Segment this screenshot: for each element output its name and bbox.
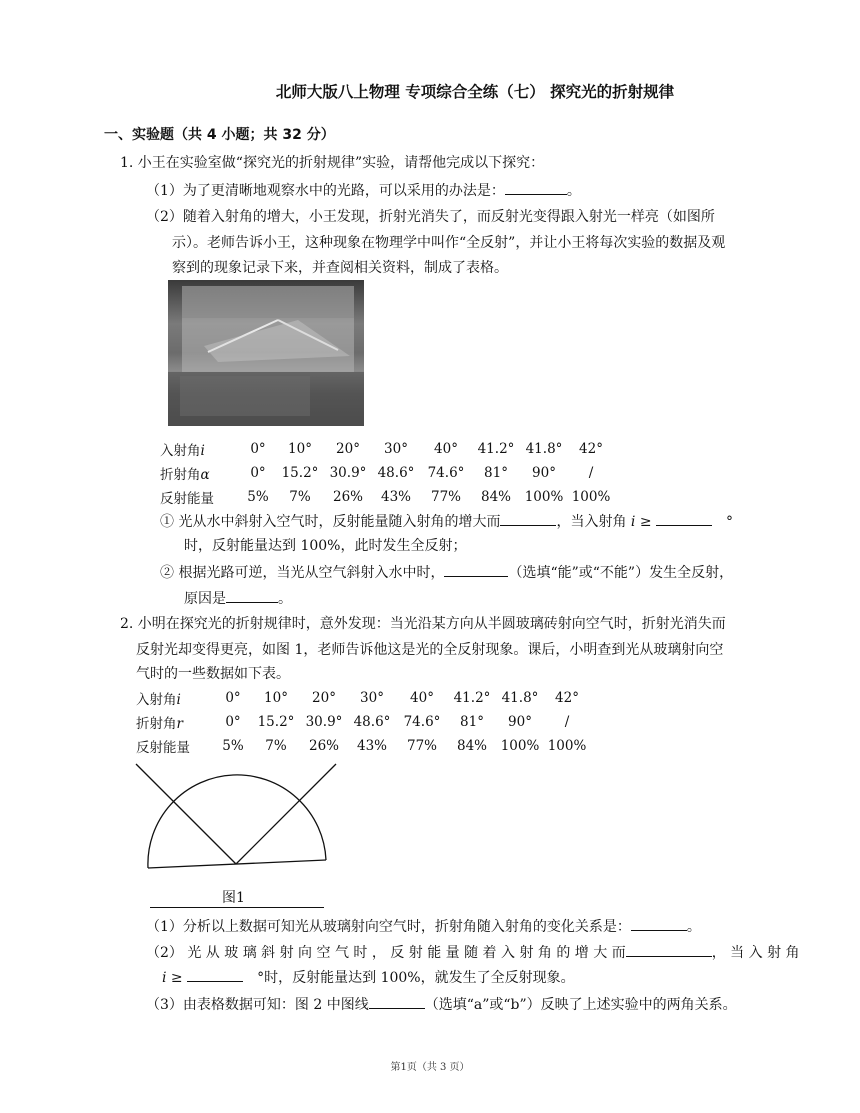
answer-blank[interactable] bbox=[626, 942, 712, 957]
experiment-photo bbox=[168, 280, 364, 426]
answer-blank[interactable] bbox=[226, 588, 278, 603]
table-cell: 26% bbox=[332, 489, 363, 505]
answer-blank[interactable] bbox=[656, 511, 712, 526]
table-cell: 10° bbox=[264, 690, 288, 706]
q2-line3: 气时的一些数据如下表。 bbox=[136, 666, 290, 682]
table-cell: 20° bbox=[336, 441, 360, 457]
table-cell: 43% bbox=[356, 738, 387, 754]
table-row bbox=[136, 734, 590, 758]
q2-line1: 2. 小明在探究光的折射规律时，意外发现：当光沿某方向从半圆玻璃砖射向空气时，折射光消失而 bbox=[120, 616, 726, 632]
q2-data-table bbox=[136, 686, 590, 758]
answer-blank[interactable] bbox=[500, 511, 556, 526]
table-cell: 30° bbox=[360, 690, 384, 706]
page-title: 北师大版八上物理 专项综合全练（七） 探究光的折射规律 bbox=[275, 83, 675, 101]
q1-part1-text: （1）为了更清晰地观察水中的光路，可以采用的办法是： bbox=[146, 183, 505, 199]
table-row bbox=[136, 686, 590, 710]
row-label: 反射能量 bbox=[160, 491, 214, 507]
table-cell: 10° bbox=[288, 441, 312, 457]
q2-line2: 反射光却变得更亮，如图 1，老师告诉他这是光的全反射现象。课后，小明查到光从玻璃射向空 bbox=[136, 642, 724, 658]
table-cell: 20° bbox=[312, 690, 336, 706]
table-cell: 100% bbox=[571, 489, 611, 505]
reflected-ray bbox=[236, 764, 336, 864]
table-cell: 42° bbox=[555, 690, 579, 706]
figure-caption: 图1 bbox=[222, 890, 245, 906]
table-cell: 90° bbox=[508, 714, 532, 730]
semicircle-base bbox=[148, 860, 326, 868]
table-cell: 90° bbox=[532, 465, 556, 481]
answer-blank[interactable] bbox=[631, 916, 687, 931]
row-label: 入射角i bbox=[160, 443, 205, 459]
q1-part1-end: 。 bbox=[566, 183, 581, 199]
incident-ray bbox=[136, 764, 236, 864]
table-cell: 5% bbox=[247, 489, 269, 505]
table-cell: 43% bbox=[380, 489, 411, 505]
table-cell: 84% bbox=[480, 489, 511, 505]
answer-blank[interactable] bbox=[505, 180, 567, 195]
answer-blank[interactable] bbox=[187, 967, 243, 982]
q1-part2-line1: （2）随着入射角的增大，小王发现，折射光消失了，而反射光变得跟入射光一样亮（如图所 bbox=[146, 209, 715, 225]
q1-sub2-line1: ② 根据光路可逆，当光从空气斜射入水中时， （选填“能”或“不能”）发生全反射， bbox=[160, 562, 733, 583]
table-cell: 40° bbox=[410, 690, 434, 706]
table-cell: 100% bbox=[524, 489, 564, 505]
table-cell: 15.2° bbox=[257, 714, 295, 730]
table-cell: 0° bbox=[250, 465, 266, 481]
table-cell: 74.6° bbox=[403, 714, 441, 730]
row-label: 折射角α bbox=[160, 467, 210, 483]
table-cell: 41.8° bbox=[501, 690, 539, 706]
table-cell: 74.6° bbox=[427, 465, 465, 481]
section-heading: 一、实验题（共 4 小题；共 32 分） bbox=[104, 127, 335, 143]
table-row bbox=[136, 710, 590, 734]
table-cell: 48.6° bbox=[377, 465, 415, 481]
table-cell: / bbox=[588, 465, 594, 481]
table-cell: 41.2° bbox=[477, 441, 515, 457]
table-cell: 48.6° bbox=[353, 714, 391, 730]
table-cell: 100% bbox=[500, 738, 540, 754]
table-cell: 30.9° bbox=[329, 465, 367, 481]
answer-blank[interactable] bbox=[369, 994, 425, 1009]
q1-sub2-line2: 原因是 。 bbox=[184, 588, 292, 609]
table-cell: 77% bbox=[406, 738, 437, 754]
page-footer: 第1页（共 3 页） bbox=[390, 1062, 470, 1073]
q1-sub1-line2: 时，反射能量达到 100%，此时发生全反射； bbox=[184, 538, 467, 554]
table-cell: 40° bbox=[434, 441, 458, 457]
table-cell: 81° bbox=[460, 714, 484, 730]
q2-part2-line1: （2） 光 从 玻 璃 斜 射 向 空 气 时 ， 反 射 能 量 随 着 入 射 角 的 增 大 而 ， 当 入 射 角 bbox=[146, 942, 800, 963]
row-label: 入射角i bbox=[136, 692, 181, 708]
table-cell: 7% bbox=[265, 738, 287, 754]
table-cell: 30° bbox=[384, 441, 408, 457]
q1-sub1-line1: ① 光从水中斜射入空气时，反射能量随入射角的增大而 ，当入射角 i ≥ ° bbox=[160, 511, 733, 532]
q2-part3: （3）由表格数据可知：图 2 中图线 （选填“a”或“b”）反映了上述实验中的两角关系。 bbox=[146, 994, 737, 1015]
table-row bbox=[160, 485, 614, 509]
table-cell: 15.2° bbox=[281, 465, 319, 481]
table-cell: 100% bbox=[547, 738, 587, 754]
answer-blank[interactable] bbox=[444, 562, 508, 577]
table-cell: 84% bbox=[456, 738, 487, 754]
table-cell: 42° bbox=[579, 441, 603, 457]
row-label: 反射能量 bbox=[136, 740, 190, 756]
q1-part1 bbox=[146, 180, 581, 201]
table-cell: 30.9° bbox=[305, 714, 343, 730]
table-cell: 77% bbox=[430, 489, 461, 505]
photo-light-paths bbox=[168, 280, 364, 426]
q1-part2-line2: 示）。老师告诉小王，这种现象在物理学中叫作“全反射”，并让小王将每次实验的数据及观 bbox=[172, 235, 726, 251]
q1-part2-line3: 察到的现象记录下来，并查阅相关资料，制成了表格。 bbox=[172, 260, 508, 276]
table-cell: 0° bbox=[225, 714, 241, 730]
row-label: 折射角r bbox=[136, 716, 183, 732]
table-cell: 41.2° bbox=[453, 690, 491, 706]
table-cell: 41.8° bbox=[525, 441, 563, 457]
table-cell: 0° bbox=[250, 441, 266, 457]
q1-intro: 1. 小王在实验室做“探究光的折射规律”实验，请帮他完成以下探究： bbox=[120, 155, 545, 171]
q2-part1: （1）分析以上数据可知光从玻璃射向空气时，折射角随入射角的变化关系是： 。 bbox=[146, 916, 701, 937]
semicircle-diagram bbox=[128, 760, 342, 890]
table-cell: 5% bbox=[222, 738, 244, 754]
semicircle-arc bbox=[148, 775, 326, 868]
table-cell: 26% bbox=[308, 738, 339, 754]
table-cell: / bbox=[564, 714, 570, 730]
table-row bbox=[160, 437, 614, 461]
table-cell: 0° bbox=[225, 690, 241, 706]
table-cell: 7% bbox=[289, 489, 311, 505]
table-row bbox=[160, 461, 614, 485]
q1-data-table bbox=[160, 437, 614, 509]
q2-part2-line2: i ≥ °时，反射能量达到 100%，就发生了全反射现象。 bbox=[162, 967, 575, 988]
table-cell: 81° bbox=[484, 465, 508, 481]
